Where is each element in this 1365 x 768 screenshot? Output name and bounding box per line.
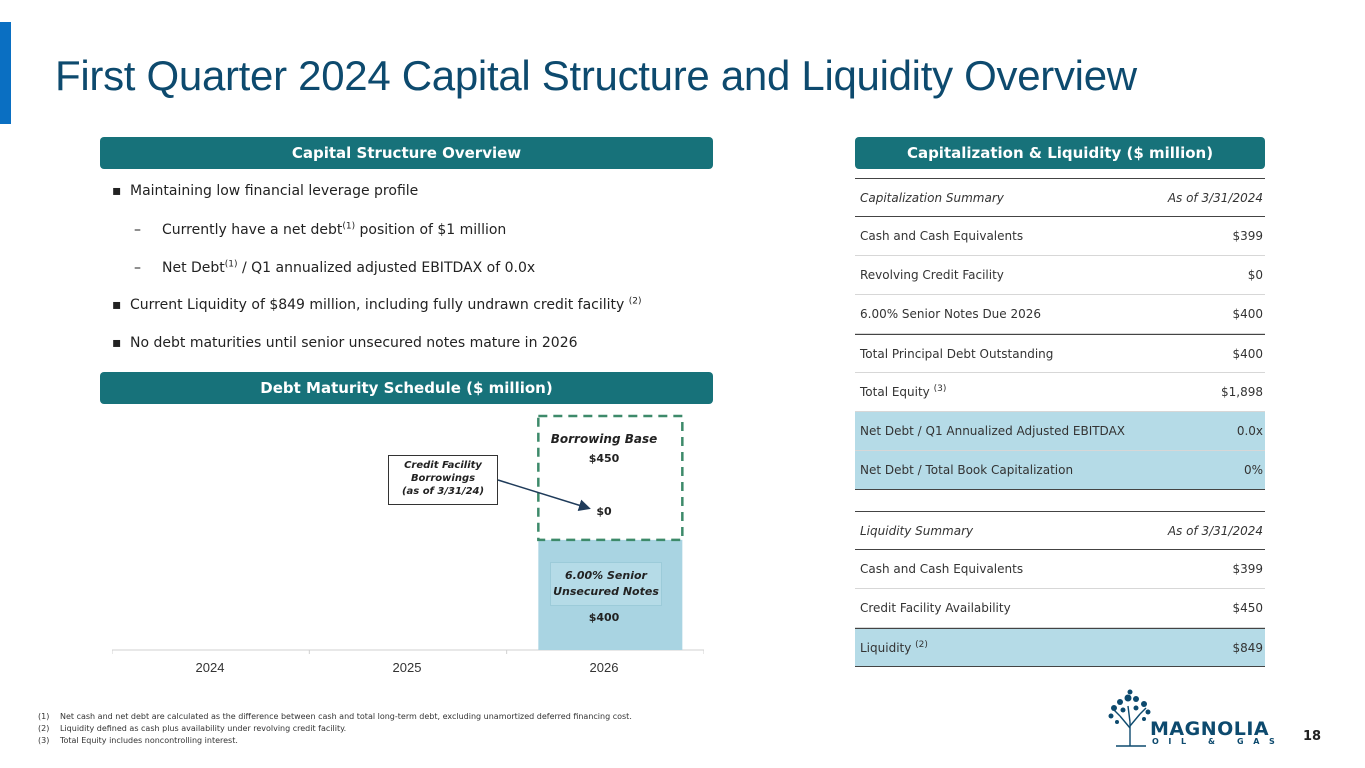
- page-number: 18: [1303, 729, 1322, 744]
- table-row: Total Equity $^{(3)}$ $1,898: [855, 373, 1265, 412]
- table-row: Net Debt / Total Book Capitalization 0%: [855, 451, 1265, 490]
- table-row: Liquidity $^{(2)}$ $849: [855, 628, 1265, 667]
- x-tick-label: 2026: [589, 660, 619, 675]
- x-tick-label: 2024: [195, 660, 225, 675]
- borrowing-base-value: $450: [588, 452, 620, 465]
- bullet-subitem: – Currently have a net debt$^{(1)}$ position of $1 million: [134, 221, 507, 238]
- notes-value: $400: [588, 611, 620, 624]
- table-row: Credit Facility Availability $450: [855, 589, 1265, 628]
- liquidity-table: [855, 511, 1265, 667]
- notes-label-box: 6.00% Senior Unsecured Notes: [550, 562, 662, 606]
- table-header-row: Capitalization Summary As of 3/31/2024: [855, 178, 1265, 217]
- x-tick-label: 2025: [392, 660, 422, 675]
- table-row: 6.00% Senior Notes Due 2026 $400: [855, 295, 1265, 334]
- credit-facility-callout: Credit Facility Borrowings (as of 3/31/24): [388, 455, 498, 505]
- section-header-capital-structure: Capital Structure Overview: [100, 137, 713, 169]
- footnote: (2) Liquidity defined as cash plus availability under revolving credit facility.: [38, 724, 347, 733]
- table-row: Cash and Cash Equivalents $399: [855, 550, 1265, 589]
- bullet-item: ▪ No debt maturities until senior unsecured notes mature in 2026: [112, 335, 578, 351]
- footnote: (1) Net cash and net debt are calculated as the difference between cash and total long-term debt, excluding unamortized deferred financing cost.: [38, 712, 632, 721]
- table-row: Total Principal Debt Outstanding $400: [855, 334, 1265, 373]
- bullet-subitem: – Net Debt$^{(1)}$ / Q1 annualized adjusted EBITDAX of 0.0x: [134, 259, 536, 276]
- logo-name: MAGNOLIA: [1150, 718, 1270, 740]
- page-title: First Quarter 2024 Capital Structure and Liquidity Overview: [55, 52, 1137, 99]
- bullet-item: ▪ Current Liquidity of $849 million, including fully undrawn credit facility $^{(2)}$: [112, 296, 642, 313]
- table-row: Net Debt / Q1 Annualized Adjusted EBITDAX 0.0x: [855, 412, 1265, 451]
- bullet-item: ▪ Maintaining low financial leverage profile: [112, 183, 419, 199]
- capitalization-table: [855, 178, 1265, 490]
- table-row: Cash and Cash Equivalents $399: [855, 217, 1265, 256]
- logo-subtitle: OIL & GAS: [1152, 737, 1285, 746]
- borrowing-base-title: Borrowing Base: [550, 432, 658, 446]
- section-header-cap-liquidity: Capitalization & Liquidity ($ million): [855, 137, 1265, 169]
- footnote: (3) Total Equity includes noncontrolling interest.: [38, 736, 238, 745]
- drawn-value: $0: [596, 505, 612, 518]
- table-header-row: Liquidity Summary As of 3/31/2024: [855, 511, 1265, 550]
- section-header-debt-maturity: Debt Maturity Schedule ($ million): [100, 372, 713, 404]
- footnotes: [38, 711, 632, 747]
- table-row: Revolving Credit Facility $0: [855, 256, 1265, 295]
